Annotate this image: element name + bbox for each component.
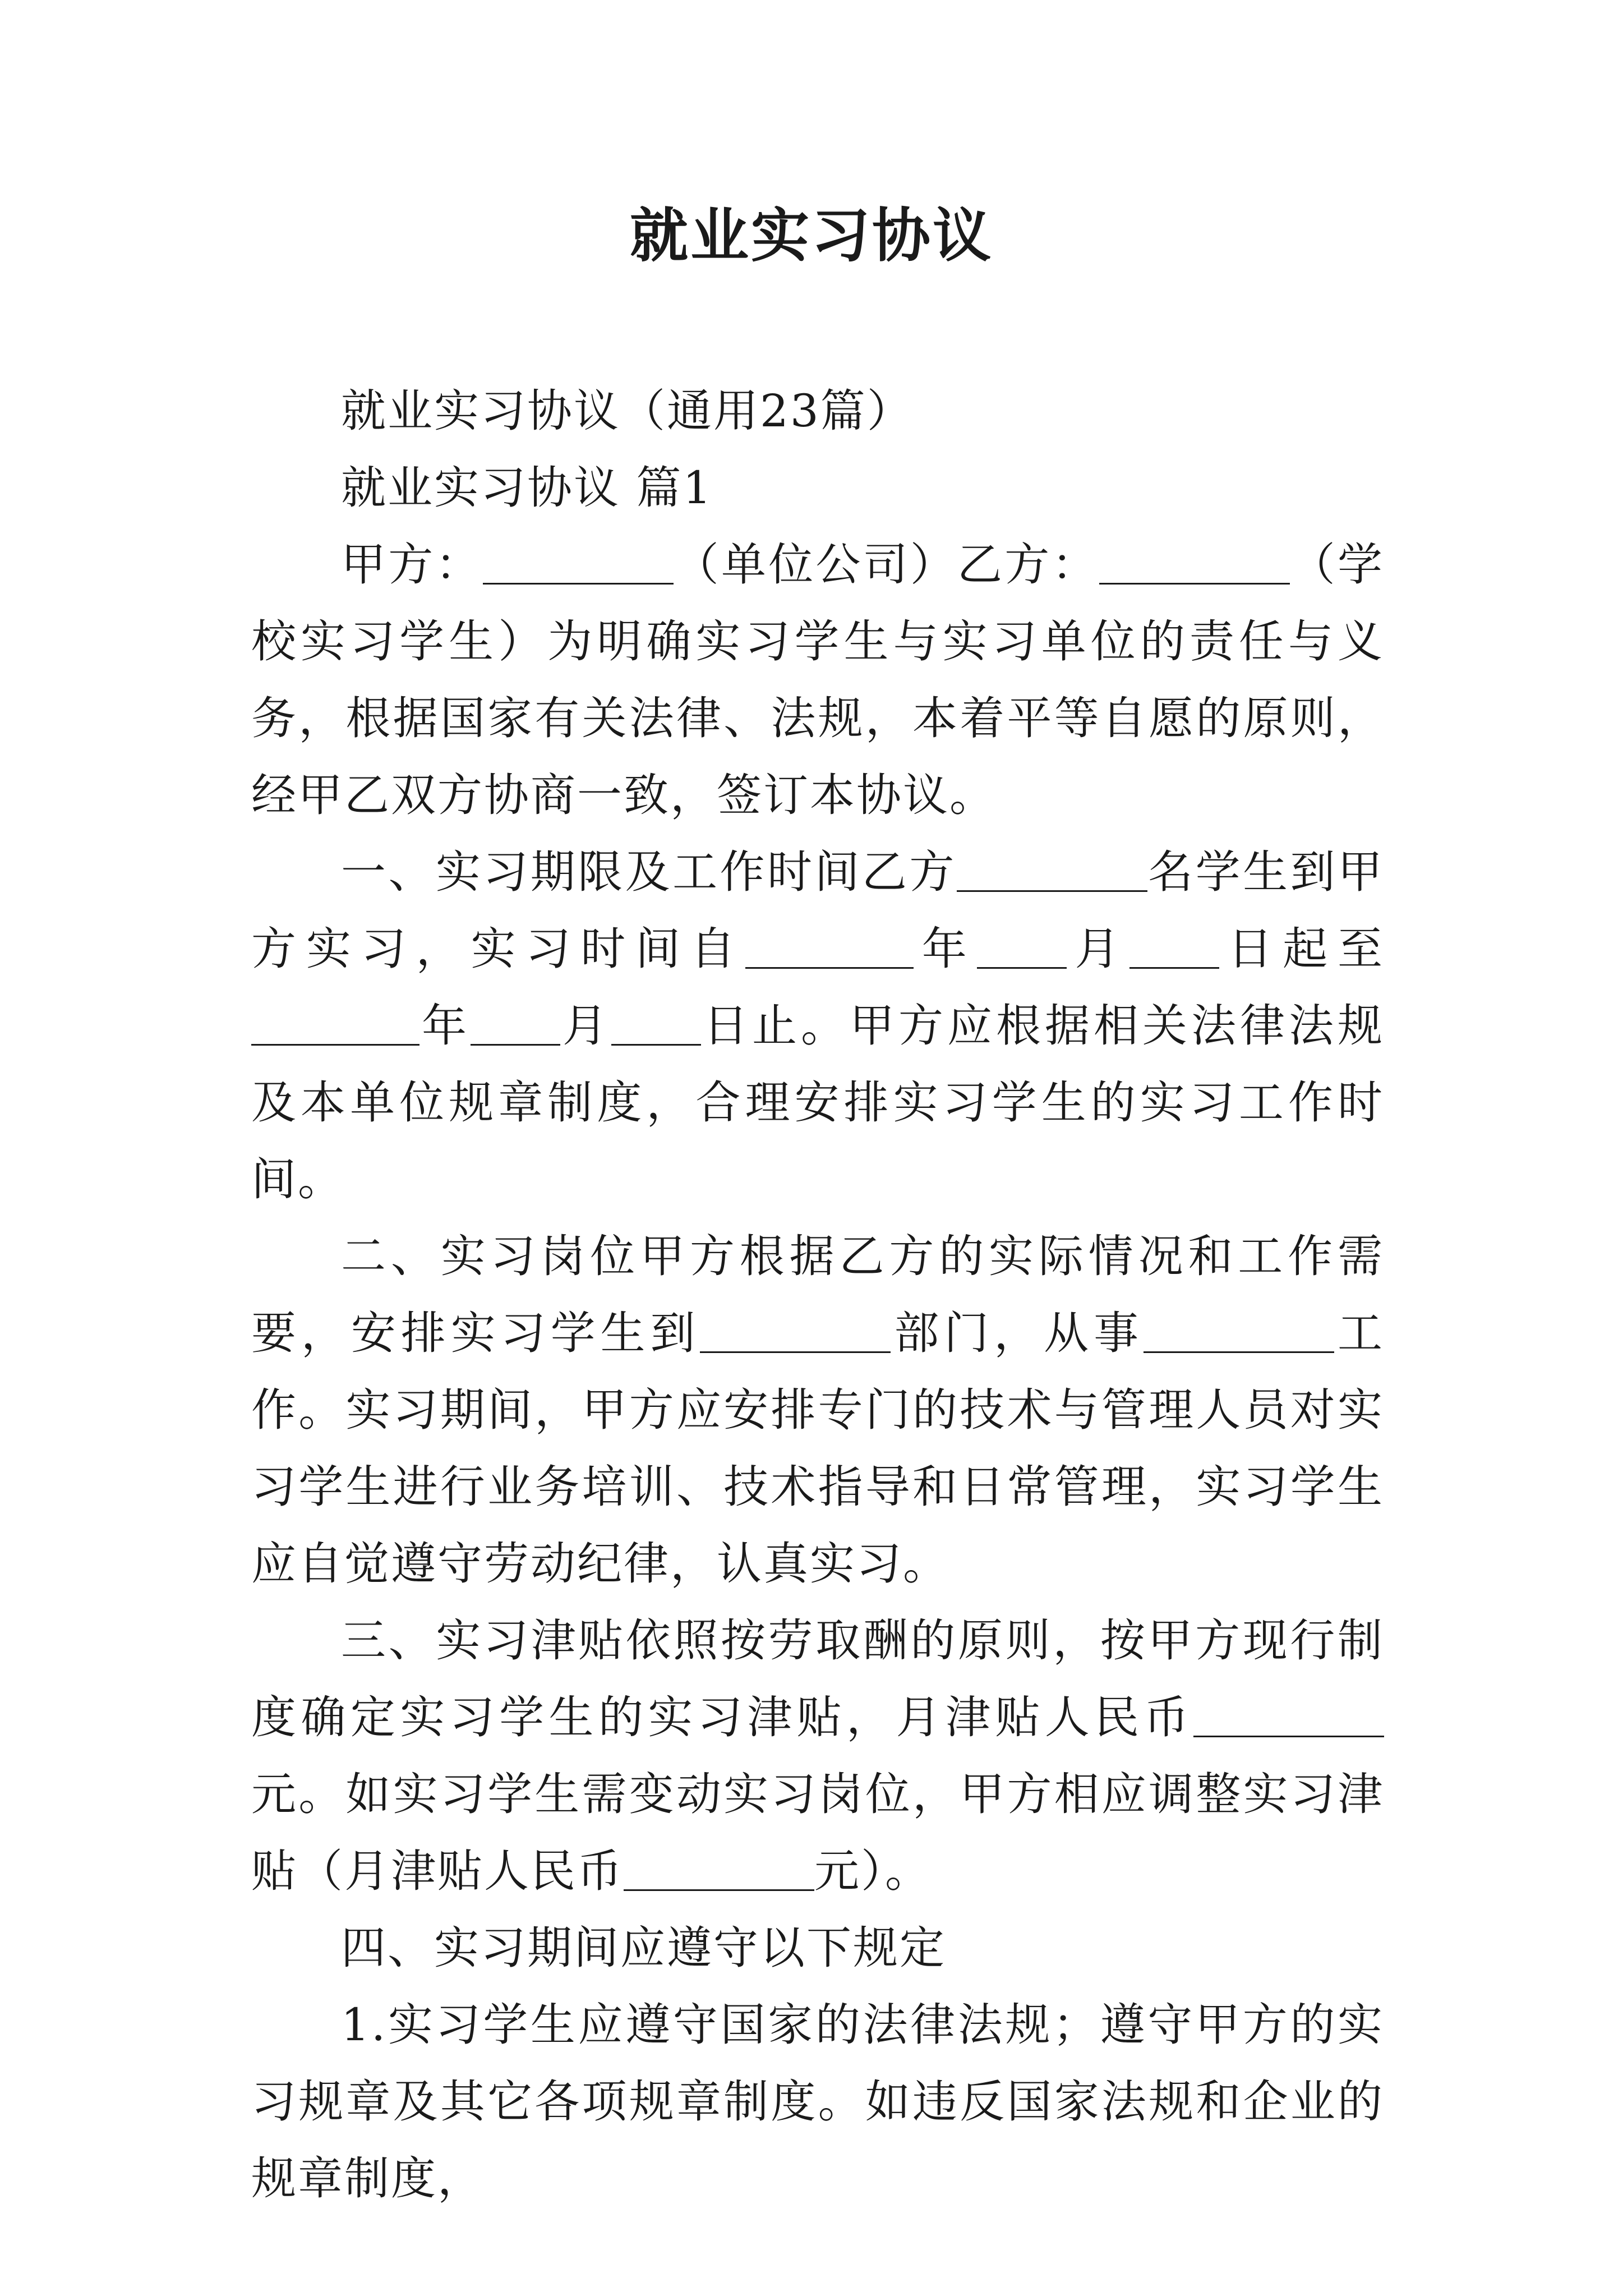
paragraph-rule-1 [251,1986,1384,2217]
department-blank [700,1312,891,1353]
period-text-2: 名学生到甲方实习，实习时间自 [251,846,1385,975]
period-month-1: 月 [1066,923,1130,975]
paragraph-parties [251,526,1384,834]
paragraph-period [251,834,1384,1218]
paragraph-position [251,1218,1384,1602]
document-subtitle [251,372,1384,449]
party-a-blank [483,544,674,585]
period-text-4: 日止。甲方应根据相关法律法规及本单位规章制度，合理安排实习学生的实习工作时间。 [251,1000,1384,1205]
party-b-blank [1099,544,1290,585]
period-text-3: 日起至 [1219,923,1384,975]
position-text-1: 二、实习岗位甲方根据乙方的实际情况和工作需要，安排实习学生到 [251,1230,1384,1359]
period-text-1: 一、实习期限及工作时间乙方 [341,846,957,898]
start-month-blank [977,928,1067,969]
paragraph-rules-heading [251,1910,1384,1986]
period-year-2: 年 [419,1000,471,1052]
position-text-3: 工作。实习期间，甲方应安排专门的技术与管理人员对实习学生进行业务培训、技术指导和日常管理，实习学生应自觉遵守劳动纪律，认真实习。 [251,1307,1384,1590]
subtitle-text: 就业实习协议（通用23篇） [341,385,914,437]
start-day-blank [1129,928,1219,969]
end-month-blank [471,1005,560,1046]
paragraph-allowance [251,1602,1384,1910]
document-title: 就业实习协议 [629,201,993,270]
party-a-label: 甲方： [341,539,483,591]
job-blank [1144,1312,1334,1353]
section-heading [251,449,1384,526]
position-text-2: 部门，从事 [891,1307,1144,1359]
period-year-1: 年 [913,923,977,975]
end-year-blank [251,1005,419,1046]
start-year-blank [745,928,914,969]
adjusted-allowance-blank [624,1850,814,1891]
section-heading-text: 就业实习协议 篇1 [341,462,713,514]
period-month-2: 月 [560,1000,611,1052]
end-day-blank [611,1005,701,1046]
allowance-blank [1193,1696,1384,1737]
allowance-text-2: 元。如实习学生需变动实习岗位，甲方相应调整实习津贴（月津贴人民币 [251,1768,1384,1897]
party-b-label: （单位公司）乙方： [673,539,1099,591]
allowance-text-3: 元）。 [814,1845,932,1897]
allowance-text-1: 三、实习津贴依照按劳取酬的原则，按甲方现行制度确定实习学生的实习津贴，月津贴人民币 [251,1614,1384,1743]
parties-text: （学校实习学生）为明确实习学生与实习单位的责任与义务，根据国家有关法律、法规，本着平等自愿的原则，经甲乙双方协商一致，签订本协议。 [251,539,1385,821]
document-body [251,372,1384,2217]
student-count-blank [957,851,1147,892]
rule-1-text: 1.实习学生应遵守国家的法律法规；遵守甲方的实习规章及其它各项规章制度。如违反国家法规和企业的规章制度， [251,1999,1384,2205]
rules-heading-text: 四、实习期间应遵守以下规定 [341,1922,946,1974]
